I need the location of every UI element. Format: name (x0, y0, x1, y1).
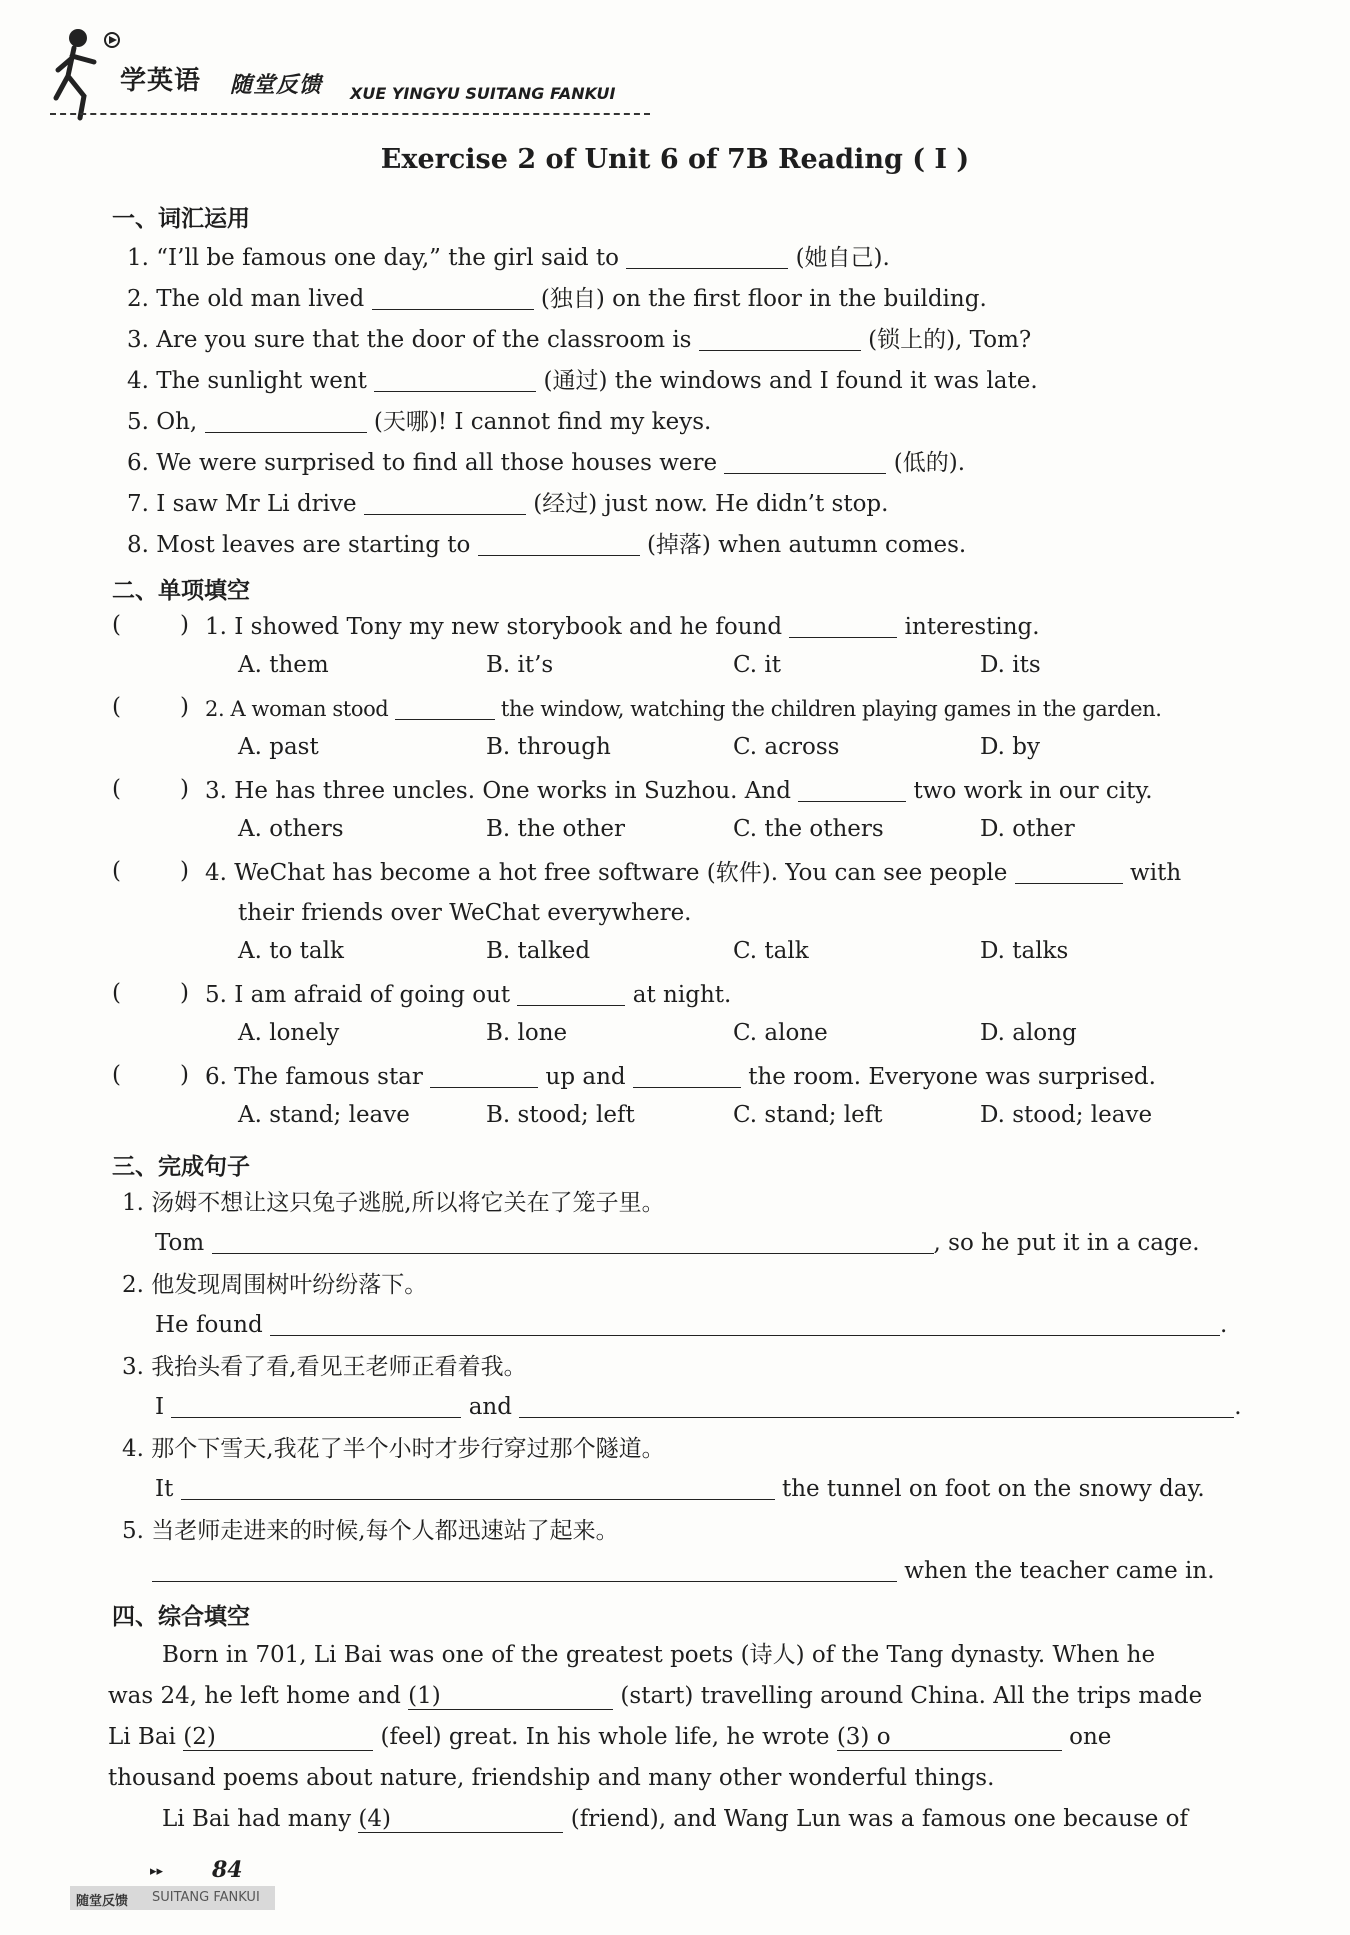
answer-blank[interactable] (699, 328, 861, 351)
mc-5-option-d[interactable]: D. along (980, 1020, 1077, 1046)
mc-5-option-c[interactable]: C. alone (733, 1020, 828, 1046)
mc-4-option-a[interactable]: A. to talk (238, 938, 344, 964)
mc-question-3: 3. He has three uncles. One works in Suzhou. And two work in our city. (205, 778, 1153, 804)
mc-1-option-a[interactable]: A. them (238, 652, 329, 678)
answer-blank[interactable] (395, 697, 495, 720)
passage-line-4: thousand poems about nature, friendship and many other wonderful things. (108, 1765, 995, 1791)
answer-blank[interactable] (517, 983, 625, 1006)
brand-subtitle-cn: 随堂反馈 (230, 73, 323, 98)
mc-5-option-a[interactable]: A. lonely (238, 1020, 340, 1046)
vocab-item-5: 5. Oh, (天哪)! I cannot find my keys. (127, 409, 712, 435)
footer-badge-cn: 随堂反馈 (76, 1894, 129, 1909)
mc-1-option-c[interactable]: C. it (733, 652, 781, 678)
answer-blank[interactable] (205, 410, 367, 433)
answer-paren-open: ( (112, 612, 121, 638)
brand-pinyin: XUE YINGYU SUITANG FANKUI (350, 84, 616, 103)
mc-question-1: 1. I showed Tony my new storybook and he found interesting. (205, 614, 1040, 640)
answer-blank[interactable] (478, 533, 640, 556)
answer-paren-open: ( (112, 1062, 121, 1088)
answer-blank[interactable] (1015, 861, 1123, 884)
answer-blank[interactable] (789, 615, 897, 638)
page-number: 84 (212, 1857, 243, 1883)
answer-blank[interactable] (798, 779, 906, 802)
vocab-item-3: 3. Are you sure that the door of the classroom is (锁上的), Tom? (127, 327, 1032, 353)
runner-logo-icon (50, 26, 120, 121)
mc-6-option-b[interactable]: B. stood; left (486, 1102, 635, 1128)
section-1-heading: 一、词汇运用 (112, 206, 250, 232)
answer-blank[interactable] (633, 1065, 741, 1088)
passage-line-1: Born in 701, Li Bai was one of the greatest poets (诗人) of the Tang dynasty. When he (162, 1642, 1156, 1668)
sentence-2-chinese: 2. 他发现周围树叶纷纷落下。 (122, 1272, 428, 1298)
vocab-item-4: 4. The sunlight went (通过) the windows and I found it was late. (127, 368, 1038, 394)
mc-2-option-b[interactable]: B. through (486, 734, 611, 760)
numbered-blank-4[interactable]: (4) (358, 1806, 563, 1833)
brand-title-cn: 学英语 (120, 66, 202, 96)
mc-3-option-d[interactable]: D. other (980, 816, 1075, 842)
answer-paren-close: ) (180, 1062, 189, 1088)
sentence-1-chinese: 1. 汤姆不想让这只兔子逃脱,所以将它关在了笼子里。 (122, 1190, 665, 1216)
mc-1-option-d[interactable]: D. its (980, 652, 1041, 678)
mc-question-5: 5. I am afraid of going out at night. (205, 982, 732, 1008)
mc-question-4-continued: their friends over WeChat everywhere. (238, 900, 692, 926)
mc-question-4: 4. WeChat has become a hot free software (软件). You can see people with (205, 860, 1182, 886)
passage-line-3: Li Bai (2) (feel) great. In his whole life, he wrote (3) o one (108, 1724, 1112, 1750)
page-title: Exercise 2 of Unit 6 of 7B Reading ( Ⅰ ) (380, 144, 970, 175)
answer-blank[interactable] (181, 1477, 775, 1500)
answer-blank[interactable] (171, 1395, 461, 1418)
sentence-1-english: Tom , so he put it in a cage. (155, 1230, 1200, 1256)
mc-6-option-d[interactable]: D. stood; leave (980, 1102, 1153, 1128)
answer-blank[interactable] (212, 1231, 934, 1254)
sentence-5-chinese: 5. 当老师走进来的时候,每个人都迅速站了起来。 (122, 1518, 619, 1544)
mc-question-2: 2. A woman stood the window, watching the children playing games in the garden. (205, 697, 1162, 721)
answer-blank[interactable] (430, 1065, 538, 1088)
numbered-blank-3[interactable]: (3) o (837, 1724, 1062, 1751)
answer-blank[interactable] (374, 369, 536, 392)
answer-paren-close: ) (180, 980, 189, 1006)
answer-paren-open: ( (112, 858, 121, 884)
answer-paren-close: ) (180, 776, 189, 802)
passage-line-2: was 24, he left home and (1) (start) travelling around China. All the trips made (108, 1683, 1203, 1709)
mc-2-option-d[interactable]: D. by (980, 734, 1040, 760)
vocab-item-8: 8. Most leaves are starting to (掉落) when autumn comes. (127, 532, 967, 558)
answer-paren-open: ( (112, 694, 121, 720)
answer-blank[interactable] (152, 1559, 897, 1582)
section-4-heading: 四、综合填空 (112, 1604, 250, 1630)
sentence-2-english: He found . (155, 1312, 1228, 1338)
answer-blank[interactable] (372, 287, 534, 310)
mc-2-option-a[interactable]: A. past (238, 734, 319, 760)
sentence-3-english: I and . (155, 1394, 1242, 1420)
answer-paren-open: ( (112, 776, 121, 802)
sentence-4-english: It the tunnel on foot on the snowy day. (155, 1476, 1205, 1502)
footer-badge-en: SUITANG FANKUI (152, 1890, 260, 1905)
sentence-5-english: when the teacher came in. (152, 1556, 1215, 1586)
answer-paren-close: ) (180, 858, 189, 884)
section-3-heading: 三、完成句子 (112, 1154, 250, 1180)
passage-line-5: Li Bai had many (4) (friend), and Wang Lun was a famous one because of (162, 1806, 1189, 1832)
sentence-3-chinese: 3. 我抬头看了看,看见王老师正看着我。 (122, 1354, 527, 1380)
header-divider (50, 113, 650, 115)
answer-paren-close: ) (180, 612, 189, 638)
mc-6-option-a[interactable]: A. stand; leave (238, 1102, 410, 1128)
numbered-blank-2[interactable]: (2) (183, 1724, 373, 1751)
vocab-item-6: 6. We were surprised to find all those houses were (低的). (127, 450, 966, 476)
answer-blank[interactable] (626, 246, 788, 269)
mc-5-option-b[interactable]: B. lone (486, 1020, 568, 1046)
mc-4-option-c[interactable]: C. talk (733, 938, 809, 964)
answer-blank[interactable] (519, 1395, 1234, 1418)
mc-2-option-c[interactable]: C. across (733, 734, 840, 760)
mc-4-option-d[interactable]: D. talks (980, 938, 1069, 964)
mc-3-option-c[interactable]: C. the others (733, 816, 884, 842)
vocab-item-1: 1. “I’ll be famous one day,” the girl said to (她自己). (127, 245, 890, 271)
header-banner (50, 18, 660, 118)
vocab-item-7: 7. I saw Mr Li drive (经过) just now. He didn’t stop. (127, 491, 889, 517)
mc-question-6: 6. The famous star up and the room. Everyone was surprised. (205, 1064, 1156, 1090)
section-2-heading: 二、单项填空 (112, 578, 250, 604)
footer-badge (70, 1886, 275, 1910)
answer-blank[interactable] (364, 492, 526, 515)
mc-4-option-b[interactable]: B. talked (486, 938, 591, 964)
vocab-item-2: 2. The old man lived (独自) on the first floor in the building. (127, 286, 987, 312)
footer-arrow-icon: ▸▸ (150, 1864, 164, 1879)
answer-blank[interactable] (724, 451, 886, 474)
answer-blank[interactable] (270, 1313, 1220, 1336)
sentence-4-chinese: 4. 那个下雪天,我花了半个小时才步行穿过那个隧道。 (122, 1436, 665, 1462)
mc-6-option-c[interactable]: C. stand; left (733, 1102, 883, 1128)
answer-paren-open: ( (112, 980, 121, 1006)
mc-1-option-b[interactable]: B. it’s (486, 652, 554, 678)
mc-3-option-b[interactable]: B. the other (486, 816, 626, 842)
numbered-blank-1[interactable]: (1) (408, 1683, 613, 1710)
mc-3-option-a[interactable]: A. others (238, 816, 344, 842)
answer-paren-close: ) (180, 694, 189, 720)
